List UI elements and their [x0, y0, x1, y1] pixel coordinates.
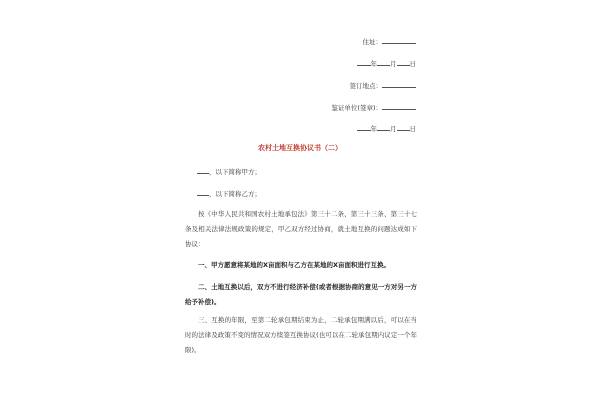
date-line-1 — [357, 59, 417, 68]
day-label: 日 — [409, 125, 416, 133]
party-a-line — [197, 167, 261, 176]
address-blank — [382, 37, 416, 44]
party-a-text: ，以下简称甲方； — [209, 168, 261, 176]
clause-1: 一、甲方愿意将某地的X亩面积与乙方在某地的X亩面积进行互换。 — [198, 261, 391, 269]
date-line-2 — [357, 124, 417, 133]
clause-3: 三、互换的年限，至第二轮承包期结束为止，二轮承包期满以后，可以在当时的法律及政策不变的情况双方续签互换协议(也可以在二轮承包期内议定一个年限)。 — [185, 316, 417, 354]
witness-blank — [382, 103, 416, 110]
intro-paragraph: 按《中华人民共和国农村土地承包法》第三十二条、第三十三条、第三十七条及相关法律法规政策的规定，甲乙双方经过协商，就土地互换的问题达成如下协议： — [185, 210, 417, 248]
day-blank — [397, 59, 410, 66]
party-a-blank — [197, 167, 209, 174]
month-label: 月 — [390, 125, 397, 133]
address-line — [363, 37, 417, 46]
party-b-blank — [197, 189, 209, 196]
party-b-line — [197, 189, 261, 198]
year-label: 年 — [370, 60, 377, 68]
day-label: 日 — [409, 60, 416, 68]
witness-line — [331, 103, 416, 112]
document-title: 农村土地互换协议书（二） — [258, 144, 342, 152]
year-blank — [357, 124, 371, 131]
month-blank — [377, 59, 390, 66]
clause-2: 二、土地互换以后，双方不进行经济补偿(或者根据协商的意见一方对另一方给予补偿)。 — [185, 283, 417, 306]
sign-place-line — [350, 81, 417, 90]
year-blank — [357, 59, 371, 66]
day-blank — [397, 124, 410, 131]
month-blank — [377, 124, 390, 131]
address-label: 住址： — [362, 38, 382, 46]
party-b-text: ，以下简称乙方； — [209, 190, 261, 198]
month-label: 月 — [390, 60, 397, 68]
witness-label: 鉴证单位(签章)： — [331, 104, 382, 112]
sign-place-label: 签订地点： — [349, 82, 382, 90]
sign-place-blank — [382, 81, 416, 88]
year-label: 年 — [370, 125, 377, 133]
